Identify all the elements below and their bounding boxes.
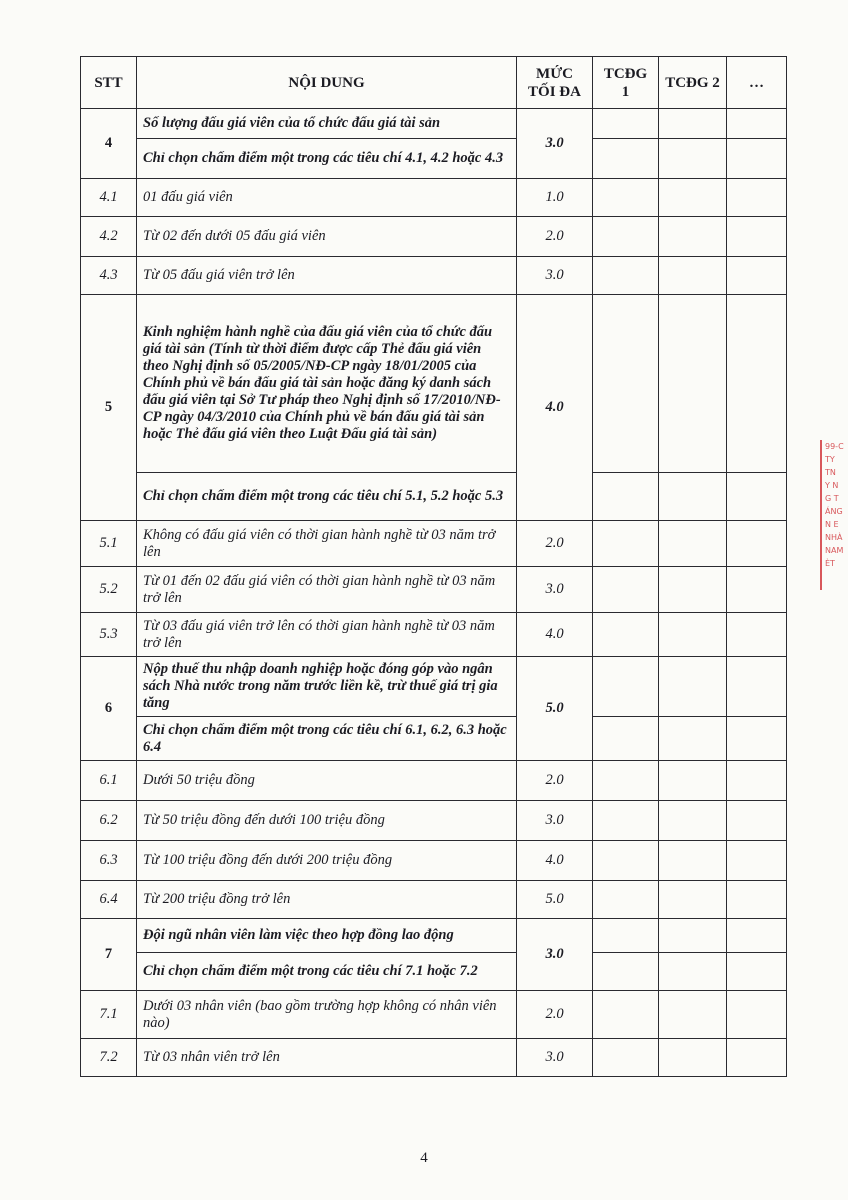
tcdg-1-cell <box>593 473 659 521</box>
sub-criterion-number: 4.3 <box>81 257 137 295</box>
tcdg-1-cell <box>593 657 659 717</box>
sub-criterion-row <box>81 217 787 257</box>
more-cell <box>727 919 787 953</box>
sub-criterion-number: 6.2 <box>81 801 137 841</box>
tcdg-1-cell <box>593 919 659 953</box>
sub-criterion-number: 4.1 <box>81 179 137 217</box>
tcdg-2-cell <box>659 257 727 295</box>
tcdg-1-cell <box>593 801 659 841</box>
sub-criterion-text: Từ 01 đến 02 đấu giá viên có thời gian hành nghề từ 03 năm trở lên <box>137 567 517 613</box>
tcdg-2-cell <box>659 613 727 657</box>
more-cell <box>727 801 787 841</box>
table-body <box>81 109 787 1077</box>
criterion-title: Nộp thuế thu nhập doanh nghiệp hoặc đóng góp vào ngân sách Nhà nước trong năm trước liền kề, trừ thuế giá trị gia tăng <box>137 657 517 717</box>
criterion-instruction: Chỉ chọn chấm điểm một trong các tiêu chí 6.1, 6.2, 6.3 hoặc 6.4 <box>137 717 517 761</box>
sub-criterion-number: 6.4 <box>81 881 137 919</box>
sub-criterion-text: Từ 200 triệu đồng trở lên <box>137 881 517 919</box>
sub-criterion-text: Từ 02 đến dưới 05 đấu giá viên <box>137 217 517 257</box>
sub-criterion-row <box>81 801 787 841</box>
more-cell <box>727 1039 787 1077</box>
criterion-number: 6 <box>81 657 137 761</box>
more-cell <box>727 657 787 717</box>
header-content: NỘI DUNG <box>137 57 517 109</box>
criterion-title: Kinh nghiệm hành nghề của đấu giá viên của tổ chức đấu giá tài sản (Tính từ thời điểm được cấp Thẻ đấu giá viên theo Nghị định số 05/2005/NĐ-CP ngày 18/01/2005 của Chính phủ về bán đấu giá tài sản hoặc đăng ký danh sách đấu giá viên tại Sở Tư pháp theo Nghị định số 17/2010/NĐ-CP ngày 04/3/2010 của Chính phủ về bán đấu giá tài sản hoặc Thẻ đấu giá viên theo Luật Đấu giá tài sản) <box>137 295 517 473</box>
sub-criterion-max-score: 2.0 <box>517 521 593 567</box>
criterion-instruction-row <box>81 139 787 179</box>
criterion-instruction: Chỉ chọn chấm điểm một trong các tiêu chí 7.1 hoặc 7.2 <box>137 953 517 991</box>
sub-criterion-text: Dưới 03 nhân viên (bao gồm trường hợp không có nhân viên nào) <box>137 991 517 1039</box>
header-max-score: MỨC TỐI ĐA <box>517 57 593 109</box>
more-cell <box>727 217 787 257</box>
sub-criterion-row <box>81 613 787 657</box>
sub-criterion-row <box>81 521 787 567</box>
criterion-instruction: Chỉ chọn chấm điểm một trong các tiêu chí 5.1, 5.2 hoặc 5.3 <box>137 473 517 521</box>
sub-criterion-text: Không có đấu giá viên có thời gian hành nghề từ 03 năm trở lên <box>137 521 517 567</box>
criterion-instruction-row <box>81 953 787 991</box>
sub-criterion-number: 5.1 <box>81 521 137 567</box>
stamp-text: Y N <box>825 481 839 490</box>
criterion-instruction-row <box>81 717 787 761</box>
criterion-title-row <box>81 657 787 717</box>
sub-criterion-row <box>81 257 787 295</box>
criterion-max-score: 3.0 <box>517 109 593 179</box>
tcdg-1-cell <box>593 1039 659 1077</box>
sub-criterion-row <box>81 1039 787 1077</box>
more-cell <box>727 179 787 217</box>
tcdg-1-cell <box>593 217 659 257</box>
tcdg-2-cell <box>659 139 727 179</box>
sub-criterion-number: 5.2 <box>81 567 137 613</box>
sub-criterion-max-score: 4.0 <box>517 841 593 881</box>
sub-criterion-number: 6.3 <box>81 841 137 881</box>
sub-criterion-text: Từ 100 triệu đồng đến dưới 200 triệu đồng <box>137 841 517 881</box>
tcdg-1-cell <box>593 257 659 295</box>
tcdg-1-cell <box>593 613 659 657</box>
sub-criterion-row <box>81 179 787 217</box>
more-cell <box>727 257 787 295</box>
tcdg-1-cell <box>593 717 659 761</box>
criterion-number: 7 <box>81 919 137 991</box>
more-cell <box>727 109 787 139</box>
tcdg-2-cell <box>659 473 727 521</box>
sub-criterion-text: Từ 05 đấu giá viên trở lên <box>137 257 517 295</box>
more-cell <box>727 717 787 761</box>
sub-criterion-row <box>81 841 787 881</box>
tcdg-2-cell <box>659 179 727 217</box>
stamp-text: G T <box>825 494 839 503</box>
sub-criterion-text: Dưới 50 triệu đồng <box>137 761 517 801</box>
header-stt: STT <box>81 57 137 109</box>
sub-criterion-max-score: 3.0 <box>517 801 593 841</box>
tcdg-1-cell <box>593 295 659 473</box>
more-cell <box>727 521 787 567</box>
criterion-max-score: 3.0 <box>517 919 593 991</box>
sub-criterion-number: 5.3 <box>81 613 137 657</box>
tcdg-2-cell <box>659 217 727 257</box>
more-cell <box>727 761 787 801</box>
more-cell <box>727 953 787 991</box>
stamp-text: ÁNG <box>825 507 843 516</box>
tcdg-1-cell <box>593 841 659 881</box>
tcdg-2-cell <box>659 1039 727 1077</box>
tcdg-1-cell <box>593 991 659 1039</box>
more-cell <box>727 613 787 657</box>
red-stamp-fragment <box>820 440 848 590</box>
criterion-number: 4 <box>81 109 137 179</box>
sub-criterion-max-score: 4.0 <box>517 613 593 657</box>
tcdg-1-cell <box>593 761 659 801</box>
tcdg-2-cell <box>659 657 727 717</box>
more-cell <box>727 991 787 1039</box>
sub-criterion-max-score: 1.0 <box>517 179 593 217</box>
tcdg-1-cell <box>593 139 659 179</box>
sub-criterion-number: 7.2 <box>81 1039 137 1077</box>
tcdg-2-cell <box>659 521 727 567</box>
sub-criterion-max-score: 2.0 <box>517 991 593 1039</box>
tcdg-2-cell <box>659 841 727 881</box>
stamp-text: NAM <box>825 546 844 555</box>
tcdg-2-cell <box>659 109 727 139</box>
tcdg-2-cell <box>659 991 727 1039</box>
tcdg-2-cell <box>659 567 727 613</box>
criterion-title-row <box>81 919 787 953</box>
more-cell <box>727 567 787 613</box>
tcdg-2-cell <box>659 717 727 761</box>
sub-criterion-number: 6.1 <box>81 761 137 801</box>
sub-criterion-text: Từ 50 triệu đồng đến dưới 100 triệu đồng <box>137 801 517 841</box>
header-row <box>81 57 787 109</box>
sub-criterion-row <box>81 761 787 801</box>
sub-criterion-text: Từ 03 nhân viên trở lên <box>137 1039 517 1077</box>
criterion-instruction: Chỉ chọn chấm điểm một trong các tiêu chí 4.1, 4.2 hoặc 4.3 <box>137 139 517 179</box>
tcdg-1-cell <box>593 567 659 613</box>
sub-criterion-text: Từ 03 đấu giá viên trở lên có thời gian hành nghề từ 03 năm trở lên <box>137 613 517 657</box>
criterion-max-score: 4.0 <box>517 295 593 521</box>
scoring-table <box>80 56 787 1077</box>
tcdg-1-cell <box>593 109 659 139</box>
more-cell <box>727 881 787 919</box>
header-tcdg-2: TCĐG 2 <box>659 57 727 109</box>
sub-criterion-max-score: 2.0 <box>517 761 593 801</box>
header-more: … <box>727 57 787 109</box>
criterion-number: 5 <box>81 295 137 521</box>
sub-criterion-number: 4.2 <box>81 217 137 257</box>
stamp-text: ÈT <box>825 559 835 568</box>
more-cell <box>727 841 787 881</box>
more-cell <box>727 139 787 179</box>
stamp-text: NHÀ <box>825 533 843 542</box>
sub-criterion-max-score: 3.0 <box>517 567 593 613</box>
tcdg-1-cell <box>593 179 659 217</box>
tcdg-1-cell <box>593 881 659 919</box>
stamp-text: N E <box>825 520 839 529</box>
tcdg-1-cell <box>593 521 659 567</box>
sub-criterion-number: 7.1 <box>81 991 137 1039</box>
criterion-instruction-row <box>81 473 787 521</box>
sub-criterion-max-score: 2.0 <box>517 217 593 257</box>
sub-criterion-row <box>81 991 787 1039</box>
more-cell <box>727 295 787 473</box>
page-number: 4 <box>420 1150 428 1166</box>
tcdg-2-cell <box>659 295 727 473</box>
tcdg-2-cell <box>659 881 727 919</box>
sub-criterion-max-score: 3.0 <box>517 257 593 295</box>
criterion-title-row <box>81 295 787 473</box>
sub-criterion-max-score: 3.0 <box>517 1039 593 1077</box>
header-tcdg-1: TCĐG 1 <box>593 57 659 109</box>
tcdg-2-cell <box>659 801 727 841</box>
tcdg-2-cell <box>659 953 727 991</box>
criterion-max-score: 5.0 <box>517 657 593 761</box>
stamp-text: TY TN <box>825 455 836 477</box>
sub-criterion-text: 01 đấu giá viên <box>137 179 517 217</box>
sub-criterion-row <box>81 881 787 919</box>
sub-criterion-max-score: 5.0 <box>517 881 593 919</box>
tcdg-2-cell <box>659 919 727 953</box>
tcdg-2-cell <box>659 761 727 801</box>
more-cell <box>727 473 787 521</box>
criterion-title-row <box>81 109 787 139</box>
sub-criterion-row <box>81 567 787 613</box>
criterion-title: Đội ngũ nhân viên làm việc theo hợp đồng lao động <box>137 919 517 953</box>
stamp-text: 99-C <box>825 442 844 451</box>
criterion-title: Số lượng đấu giá viên của tổ chức đấu giá tài sản <box>137 109 517 139</box>
tcdg-1-cell <box>593 953 659 991</box>
